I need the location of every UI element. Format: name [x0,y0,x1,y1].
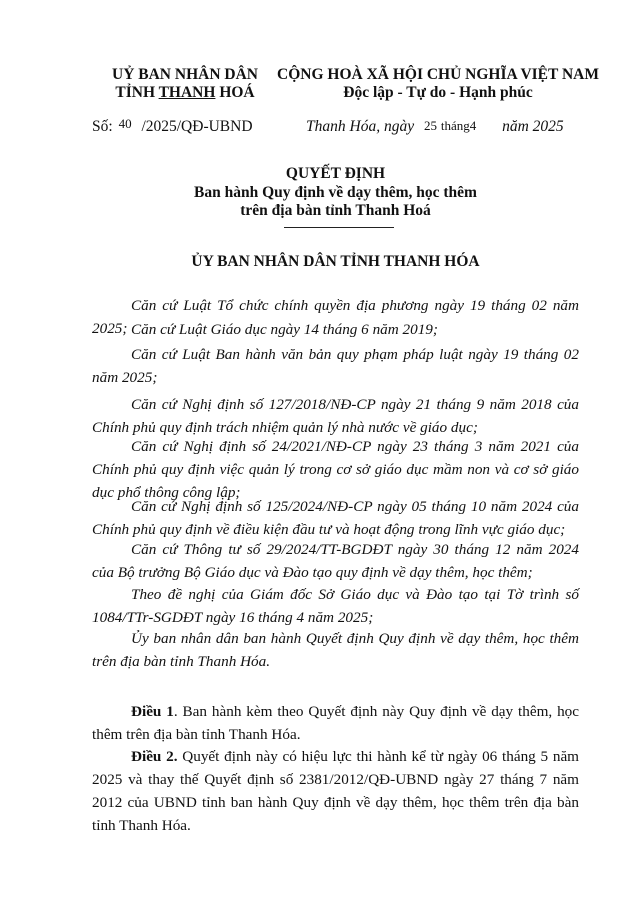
so-label: Số: [92,118,113,135]
issuer-name: UỶ BAN NHÂN DÂN [112,66,258,83]
issuer-province-underlined: THANH [158,84,216,101]
article-2-label: Điều 2. [131,748,178,765]
date-year: năm 2025 [502,118,564,135]
issuer-province-prefix: TỈNH [115,84,159,101]
issuer-province-suffix: HOÁ [215,84,255,101]
so-suffix: /2025/QĐ-UBND [141,118,253,135]
preamble-paragraph: Căn cứ Thông tư số 29/2024/TT-BGDĐT ngày 30 tháng 12 năm 2024 của Bộ trưởng Bộ Giáo dục và Đào tạo quy định về dạy thêm, học thêm; [92,541,579,581]
national-title: CỘNG HOÀ XÃ HỘI CHỦ NGHĨA VIỆT NAM [277,66,599,83]
article-1-label: Điều 1 [131,703,174,720]
preamble-paragraph: Căn cứ Nghị định số 24/2021/NĐ-CP ngày 23 tháng 3 năm 2021 của Chính phủ quy định việc quản lý trong cơ sở giáo dục mầm non và cơ sở giáo dục phổ thông công lập; [92,438,579,501]
article-2 [92,745,579,837]
place-date-prefix: Thanh Hóa, ngày [306,118,415,135]
article-2-text: Quyết định này có hiệu lực thi hành kể từ ngày 06 tháng 5 năm 2025 và thay thế Quyết định số 2381/2012/QĐ-UBND ngày 27 tháng 7 năm 2012 của UBND tỉnh ban hành Quy định về dạy thêm, học thêm trên địa bàn tỉnh Thanh Hóa. [92,748,579,834]
preamble-paragraph: Căn cứ Luật Giáo dục ngày 14 tháng 6 năm 2019; [131,321,438,338]
title-underline [284,227,394,228]
so-number: 40 [118,116,132,131]
document-number [92,118,253,136]
article-1-sep: . [173,703,183,720]
national-motto: Độc lập - Tự do - Hạnh phúc [343,84,533,101]
preamble-paragraph: Căn cứ Luật Ban hành văn bản quy phạm pháp luật ngày 19 tháng 02 năm 2025; [92,346,579,386]
issuer-province [90,84,280,102]
decision-subtitle-line1: Ban hành Quy định về dạy thêm, học thêm [194,184,477,201]
date-month: 4 [469,118,477,133]
preamble-paragraph: Căn cứ Luật Tổ chức chính quyền địa phương ngày 19 tháng 02 năm 2025; [92,297,579,337]
preamble-paragraph: Ủy ban nhân dân ban hành Quyết định Quy định về dạy thêm, học thêm trên địa bàn tỉnh Thanh Hóa. [92,630,579,670]
decision-title: QUYẾT ĐỊNH [285,165,386,182]
decision-subtitle-line2: trên địa bàn tỉnh Thanh Hoá [240,202,431,219]
authority-heading: ỦY BAN NHÂN DÂN TỈNH THANH HÓA [191,253,480,270]
preamble-paragraph: Theo đề nghị của Giám đốc Sở Giáo dục và Đào tạo tại Tờ trình số 1084/TTr-SGDĐT ngày 16 tháng 4 năm 2025; [92,586,579,626]
article-1-text: Ban hành kèm theo Quyết định này Quy định về dạy thêm, học thêm trên địa bàn tỉnh Thanh Hóa. [92,703,580,743]
preamble-paragraph: Căn cứ Nghị định số 125/2024/NĐ-CP ngày 05 tháng 10 năm 2024 của Chính phủ quy định về điều kiện đầu tư và hoạt động trong lĩnh vực giáo dục; [92,498,579,538]
date-day: 25 [423,118,437,133]
article-1 [92,700,579,746]
preamble-paragraph: Căn cứ Nghị định số 127/2018/NĐ-CP ngày 21 tháng 9 năm 2018 của Chính phủ quy định trách nhiệm quản lý nhà nước về giáo dục; [92,396,579,436]
date-month-label: tháng [440,118,470,133]
place-date [306,118,564,136]
